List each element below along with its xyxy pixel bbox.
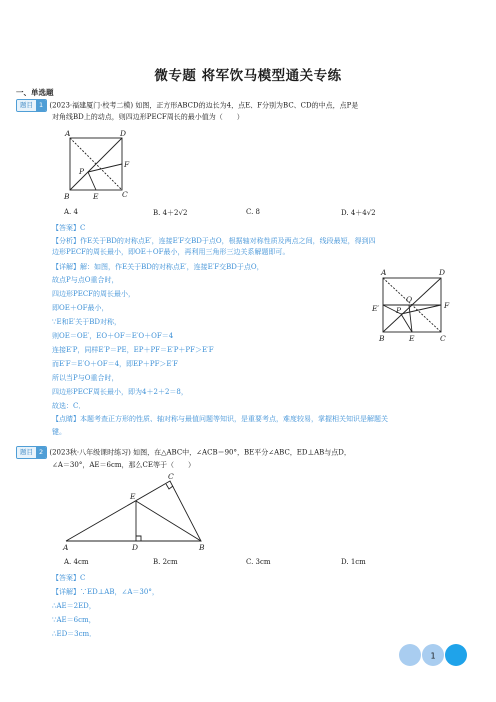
label-f: F xyxy=(124,160,130,169)
label-e-prime: E′ xyxy=(372,304,380,313)
q1-stem-line2: 对角线BD上的动点，则四边形PECF周长的最小值为（ ） xyxy=(52,113,244,121)
segment-pe xyxy=(88,172,96,190)
q2-detail-line2: ∴AE＝2ED， xyxy=(52,602,96,610)
q1-detail-line9: 所以当P与O重合时， xyxy=(52,374,119,382)
page-number-badge xyxy=(398,641,468,669)
label-d3: D xyxy=(132,543,139,552)
q1-detail-line2: 故点P与点O重合时， xyxy=(52,276,119,284)
q1-tag xyxy=(16,99,47,112)
q1-option-c: C. 8 xyxy=(246,208,261,216)
label-e3: E xyxy=(130,492,136,501)
page-number: 1 xyxy=(430,651,436,661)
label-o: O xyxy=(406,295,413,304)
q2-tag xyxy=(16,446,47,459)
q1-detail-line1: 【详解】解：如图，作E关于BD的对称点E′，连接E′F交BD于点O， xyxy=(52,263,264,271)
q2-figure-triangle xyxy=(58,470,216,554)
label-p2: P xyxy=(396,306,402,315)
section-heading: 一、单选题 xyxy=(16,88,54,97)
q2-line1 xyxy=(16,446,351,459)
q1-line1 xyxy=(16,99,358,112)
q1-option-b: B. 4＋2√2 xyxy=(153,209,188,217)
label-a: A xyxy=(65,129,71,138)
label-b3: B xyxy=(199,543,205,552)
q2-stem-line2: ∠A＝30°，AE＝6cm，那么CE等于（ ） xyxy=(52,461,195,469)
label-a3: A xyxy=(63,543,69,552)
q1-detail-line8: 而E′F＝E′O＋OF＝4，即EP＋PF＞E′F xyxy=(52,360,178,368)
label-a2: A xyxy=(381,268,387,277)
q1-figure-square xyxy=(58,127,138,205)
page-title: 微专题 将军饮马模型通关专练 xyxy=(154,68,342,84)
segment-eb xyxy=(136,501,201,541)
q1-stem-line1: (2023·福建厦门·校考二模) 如图，正方形ABCD的边长为4，点E、F分别为BC、CD的中点，点P是 xyxy=(49,101,359,110)
q2-tag-label: 题目 xyxy=(17,447,36,458)
q1-tag-label: 题目 xyxy=(17,100,36,111)
q2-detail-line3: ∵AE＝6cm， xyxy=(52,616,96,624)
q1-comment-line1: 【点睛】本题考查正方形的性质、轴对称与最值问题等知识，是重要考点，难度较易，掌握相关知识是解题关 xyxy=(52,415,388,423)
dot-left xyxy=(399,644,421,666)
q1-detail-line10: 四边形PECF周长最小，即为4＋2＋2＝8， xyxy=(52,388,188,396)
q1-detail-line4: 即OE＋OF最小， xyxy=(52,304,109,312)
q1-analysis-line1: 【分析】作E关于BD的对称点E′，连接E′F交BD于点O，根据轴对称性质及两点之间，线段最短，得到四 xyxy=(52,237,376,245)
label-b: B xyxy=(64,192,70,201)
q2-tag-number: 2 xyxy=(36,447,46,458)
q1-answer: 【答案】C xyxy=(52,224,86,232)
label-c: C xyxy=(122,190,128,199)
label-c2: C xyxy=(440,334,446,343)
label-c3: C xyxy=(168,472,174,481)
label-d: D xyxy=(120,129,127,138)
q1-figure-solution xyxy=(366,266,460,346)
q1-tag-number: 1 xyxy=(36,100,46,111)
label-d2: D xyxy=(439,268,446,277)
q2-detail-line4: ∴ED＝3cm． xyxy=(52,630,97,638)
q2-stem-line1: (2023秋·八年级课时练习) 如图，在△ABC中，∠ACB＝90°，BE平分∠ABC，ED⊥AB与点D， xyxy=(49,448,351,457)
q2-option-b: B. 2cm xyxy=(153,558,178,566)
q2-detail-line1: 【详解】∵ED⊥AB，∠A＝30°， xyxy=(52,588,159,596)
q1-option-a: A. 4 xyxy=(64,208,78,216)
q1-detail-line7: 连接E′P，同样E′P＝PE，EP＋PF＝E′P＋PF＞E′F xyxy=(52,346,214,354)
label-p: P xyxy=(79,167,85,176)
right-angle-d xyxy=(136,536,141,541)
q1-option-d: D. 4＋4√2 xyxy=(341,209,376,217)
q2-option-c: C. 3cm xyxy=(246,558,271,566)
q2-option-a: A. 4cm xyxy=(64,558,89,566)
label-e: E xyxy=(93,192,99,201)
q1-analysis-line2: 边形PECF的周长最小，即OE＋OF最小，再利用三角形三边关系解题即可。 xyxy=(52,248,290,256)
dot-right xyxy=(445,644,467,666)
label-b2: B xyxy=(379,334,385,343)
triangle-abc xyxy=(66,481,201,541)
q1-detail-line5: ∵E和E′关于BD对称， xyxy=(52,318,122,326)
q2-answer: 【答案】C xyxy=(52,574,86,582)
label-f2: F xyxy=(444,301,450,310)
segment-pf xyxy=(88,164,122,172)
q1-detail-line11: 故选：C． xyxy=(52,402,86,410)
q1-detail-line6: 则OE＝OE′，EO＋OF＝E′O＋OF＝4 xyxy=(52,332,174,340)
q2-option-d: D. 1cm xyxy=(341,558,366,566)
q1-detail-line3: 四边形PECF的周长最小， xyxy=(52,290,136,298)
label-e2: E xyxy=(409,334,415,343)
q1-comment-line2: 键。 xyxy=(52,428,66,436)
